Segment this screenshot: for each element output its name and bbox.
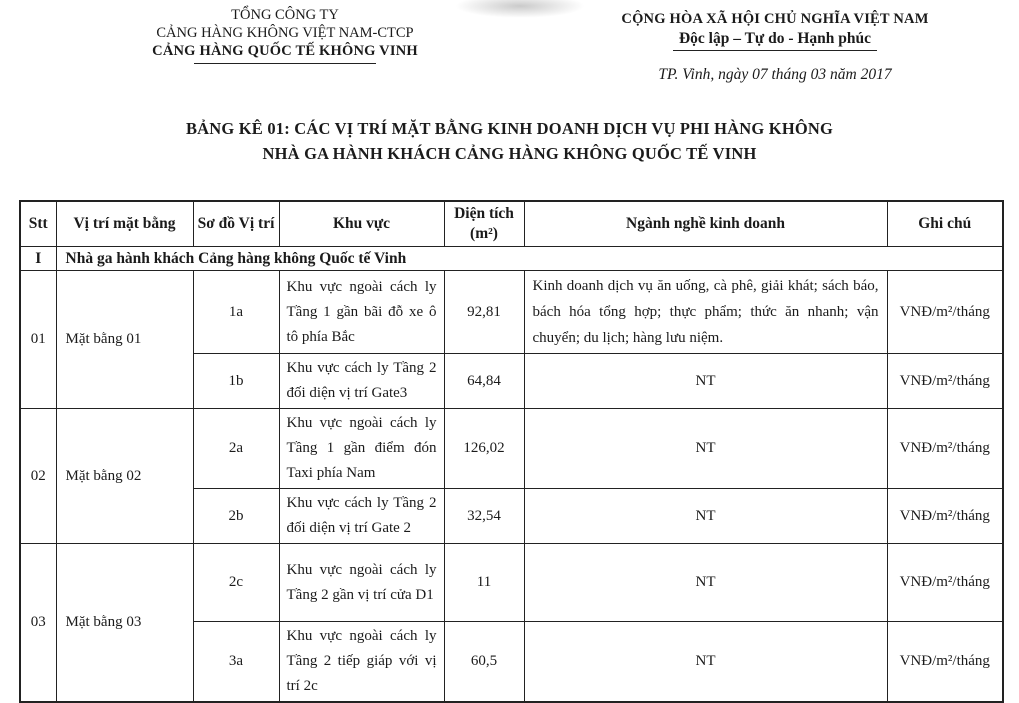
cell-stt: 01 [20, 271, 56, 409]
republic-title: CỘNG HÒA XÃ HỘI CHỦ NGHĨA VIỆT NAM [621, 11, 929, 27]
cell-khu-vuc: Khu vực cách ly Tầng 2 đối diện vị trí Gate 2 [279, 489, 444, 544]
cell-dien-tich: 64,84 [444, 354, 524, 409]
section-label: Nhà ga hành khách Cảng hàng không Quốc tế Vinh [56, 247, 1003, 271]
national-motto-block [555, 10, 995, 84]
cell-khu-vuc: Khu vực cách ly Tầng 2 đối diện vị trí Gate3 [279, 354, 444, 409]
cell-ghi-chu: VNĐ/m²/tháng [887, 622, 1003, 703]
cell-dien-tich: 32,54 [444, 489, 524, 544]
cell-so-do: 1a [193, 271, 279, 354]
header-ghi-chu: Ghi chú [887, 201, 1003, 247]
cell-nganh-nghe: NT [524, 489, 887, 544]
cell-ghi-chu: VNĐ/m²/tháng [887, 544, 1003, 622]
header-vi-tri-mat-bang: Vị trí mặt bằng [56, 201, 193, 247]
cell-ghi-chu: VNĐ/m²/tháng [887, 354, 1003, 409]
issuer-corporation: CẢNG HÀNG KHÔNG VIỆT NAM-CTCP [156, 25, 414, 41]
document-title-line-2: NHÀ GA HÀNH KHÁCH CẢNG HÀNG KHÔNG QUỐC TẾ VINH [262, 144, 757, 163]
cell-ghi-chu: VNĐ/m²/tháng [887, 409, 1003, 489]
cell-so-do: 2c [193, 544, 279, 622]
header-stt: Stt [20, 201, 56, 247]
cell-nganh-nghe: NT [524, 544, 887, 622]
cell-vi-tri: Mặt bằng 03 [56, 544, 193, 703]
cell-stt: 03 [20, 544, 56, 703]
table-row [20, 544, 1003, 622]
cell-nganh-nghe: Kinh doanh dịch vụ ăn uống, cà phê, giải khát; sách báo, bách hóa tổng hợp; thực phẩm; thức ăn nhanh; vận chuyển; du lịch; hàng lưu niệm. [524, 271, 887, 354]
cell-so-do: 3a [193, 622, 279, 703]
header-khu-vuc: Khu vực [279, 201, 444, 247]
section-row [20, 247, 1003, 271]
table-header-row [20, 201, 1003, 247]
cell-nganh-nghe: NT [524, 622, 887, 703]
document-title-line-1: BẢNG KÊ 01: CÁC VỊ TRÍ MẶT BẰNG KINH DOANH DỊCH VỤ PHI HÀNG KHÔNG [185, 119, 834, 138]
document-date: TP. Vinh, ngày 07 tháng 03 năm 2017 [658, 66, 892, 83]
cell-so-do: 2a [193, 409, 279, 489]
document-title [0, 116, 1019, 166]
cell-stt: 02 [20, 409, 56, 544]
issuer-airport-name: CẢNG HÀNG QUỐC TẾ KHÔNG VINH [152, 43, 418, 59]
cell-khu-vuc: Khu vực ngoài cách ly Tầng 2 gần vị trí cửa D1 [279, 544, 444, 622]
cell-dien-tich: 11 [444, 544, 524, 622]
issuer-underline-rule [194, 63, 376, 64]
cell-nganh-nghe: NT [524, 409, 887, 489]
issuer-parent-company: TỔNG CÔNG TY [231, 7, 339, 23]
table-row [20, 409, 1003, 489]
cell-so-do: 2b [193, 489, 279, 544]
header-so-do-vi-tri: Sơ đồ Vị trí [193, 201, 279, 247]
cell-nganh-nghe: NT [524, 354, 887, 409]
locations-table [19, 200, 1004, 703]
header-dien-tich: Diện tích (m²) [444, 201, 524, 247]
cell-dien-tich: 126,02 [444, 409, 524, 489]
cell-khu-vuc: Khu vực ngoài cách ly Tầng 1 gần bãi đỗ xe ô tô phía Bắc [279, 271, 444, 354]
motto-line: Độc lập – Tự do - Hạnh phúc [673, 29, 877, 51]
cell-so-do: 1b [193, 354, 279, 409]
cell-vi-tri: Mặt bằng 01 [56, 271, 193, 409]
section-index: I [20, 247, 56, 271]
cell-ghi-chu: VNĐ/m²/tháng [887, 489, 1003, 544]
cell-khu-vuc: Khu vực ngoài cách ly Tầng 2 tiếp giáp với vị trí 2c [279, 622, 444, 703]
cell-khu-vuc: Khu vực ngoài cách ly Tầng 1 gần điểm đón Taxi phía Nam [279, 409, 444, 489]
cell-dien-tich: 92,81 [444, 271, 524, 354]
table-row [20, 271, 1003, 354]
cell-ghi-chu: VNĐ/m²/tháng [887, 271, 1003, 354]
cell-vi-tri: Mặt bằng 02 [56, 409, 193, 544]
header-nganh-nghe: Ngành nghề kinh doanh [524, 201, 887, 247]
issuer-block [85, 6, 485, 64]
cell-dien-tich: 60,5 [444, 622, 524, 703]
